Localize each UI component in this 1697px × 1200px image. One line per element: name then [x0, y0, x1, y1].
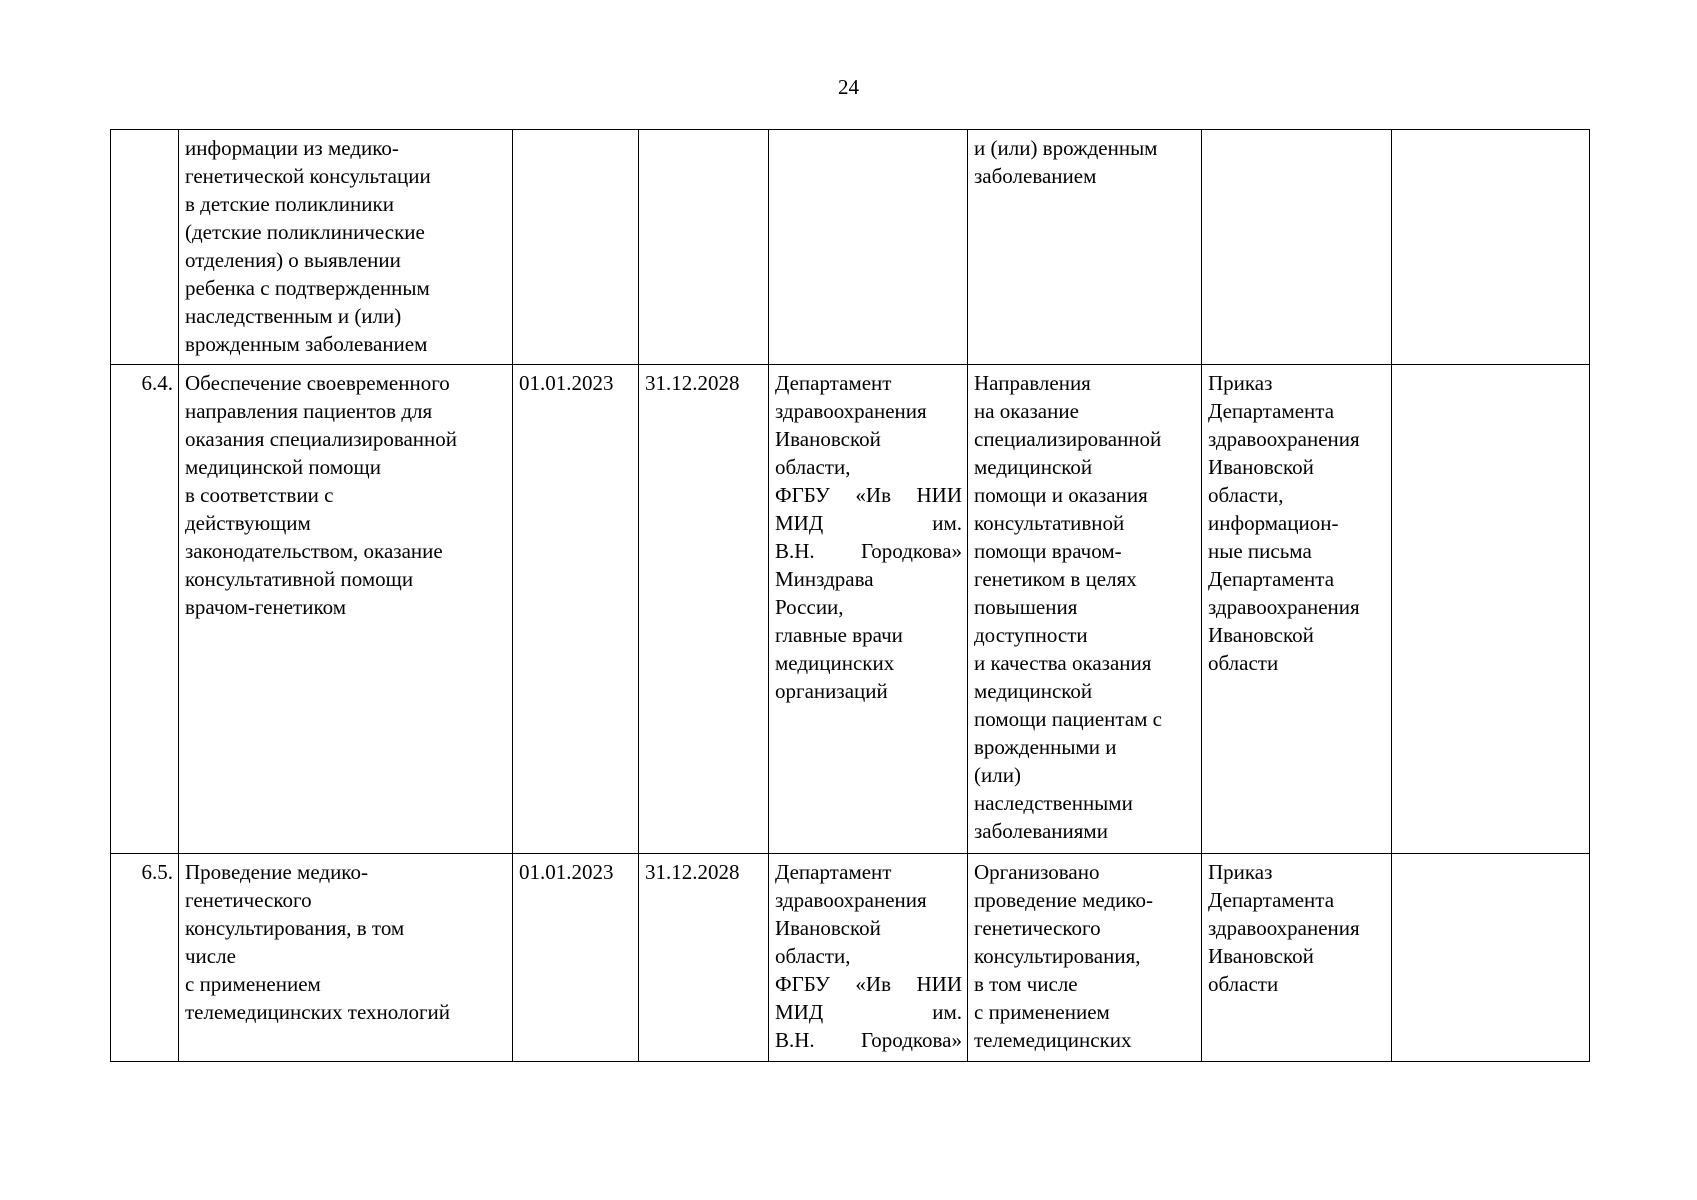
cell-line: наследственными — [974, 791, 1133, 815]
cell-line: направления пациентов для — [185, 399, 433, 423]
table-body — [111, 130, 1590, 1062]
cell-line: здравоохранения — [1208, 595, 1360, 619]
cell-line: генетического — [974, 916, 1101, 940]
cell-line: Ивановской — [1208, 623, 1314, 647]
measures-table — [110, 129, 1590, 1062]
cell-line: Проведение медико- — [185, 860, 368, 884]
cell-start-date: 01.01.2023 — [513, 854, 639, 1062]
cell-line: действующим — [185, 511, 311, 535]
cell-line: доступности — [974, 623, 1088, 647]
cell-line: здравоохранения — [775, 888, 927, 912]
cell-responsible — [769, 854, 968, 1062]
cell-line: числе — [185, 944, 236, 968]
cell-line: медицинских — [775, 651, 895, 675]
cell-line: законодательством, оказание — [185, 539, 443, 563]
cell-line: телемедицинских технологий — [185, 1000, 451, 1024]
cell-line: здравоохранения — [1208, 916, 1360, 940]
cell-line — [775, 481, 962, 509]
cell-line — [775, 509, 962, 537]
cell-line: помощи врачом- — [974, 539, 1122, 563]
cell-line: области, — [775, 455, 851, 479]
cell-end-date — [639, 130, 769, 365]
cell-line: заболеваниями — [974, 819, 1108, 843]
cell-line: врожденным заболеванием — [185, 332, 428, 356]
cell-word: МИД — [775, 1000, 824, 1024]
cell-action — [179, 130, 513, 365]
cell-line: Организовано — [974, 860, 1100, 884]
cell-start-date: 01.01.2023 — [513, 365, 639, 854]
cell-line — [775, 1026, 962, 1054]
cell-line: области, — [1208, 483, 1284, 507]
cell-line: консультирования, в том — [185, 916, 405, 940]
cell-action — [179, 854, 513, 1062]
cell-line: Департамент — [775, 371, 892, 395]
cell-line: и (или) врожденным — [974, 136, 1158, 160]
table-row — [111, 854, 1590, 1062]
cell-line: Направления — [974, 371, 1091, 395]
cell-line: медицинской — [974, 679, 1093, 703]
cell-word: «Ив — [855, 483, 891, 507]
cell-line: области, — [775, 944, 851, 968]
cell-word: НИИ — [916, 483, 962, 507]
cell-line: области — [1208, 651, 1279, 675]
cell-word: им. — [932, 1000, 962, 1024]
cell-line — [775, 998, 962, 1026]
cell-document — [1202, 365, 1392, 854]
cell-word: В.Н. — [775, 1028, 815, 1052]
cell-line: (детские поликлинические — [185, 220, 425, 244]
cell-responsible — [769, 130, 968, 365]
cell-document — [1202, 130, 1392, 365]
cell-number: 6.5. — [111, 854, 179, 1062]
cell-number: 6.4. — [111, 365, 179, 854]
cell-line: информации из медико- — [185, 136, 399, 160]
cell-line: Минздрава — [775, 567, 874, 591]
cell-line: и качества оказания — [974, 651, 1152, 675]
cell-line: с применением — [185, 972, 321, 996]
cell-word: ФГБУ — [775, 972, 830, 996]
page-number: 24 — [838, 75, 859, 99]
cell-line: врожденными и — [974, 735, 1117, 759]
cell-line: с применением — [974, 1000, 1110, 1024]
cell-line: наследственным и (или) — [185, 304, 402, 328]
cell-word: В.Н. — [775, 539, 815, 563]
cell-word: им. — [932, 511, 962, 535]
cell-line: (или) — [974, 763, 1021, 787]
cell-end-date: 31.12.2028 — [639, 854, 769, 1062]
cell-line: генетического — [185, 888, 312, 912]
cell-word: Городкова» — [861, 539, 962, 563]
cell-line: в детские поликлиники — [185, 192, 394, 216]
cell-line: Департамента — [1208, 888, 1335, 912]
cell-end-date: 31.12.2028 — [639, 365, 769, 854]
cell-line: в том числе — [974, 972, 1078, 996]
cell-line: генетической консультации — [185, 164, 431, 188]
cell-line: медицинской помощи — [185, 455, 381, 479]
cell-empty — [1392, 130, 1590, 365]
cell-result — [968, 365, 1202, 854]
cell-line: Ивановской — [775, 916, 881, 940]
cell-result — [968, 130, 1202, 365]
cell-line: заболеванием — [974, 164, 1097, 188]
cell-line: Приказ — [1208, 371, 1273, 395]
cell-line: организаций — [775, 679, 888, 703]
cell-line: помощи пациентам с — [974, 707, 1162, 731]
cell-word: МИД — [775, 511, 824, 535]
cell-result — [968, 854, 1202, 1062]
cell-word: «Ив — [855, 972, 891, 996]
cell-line: информацион- — [1208, 511, 1339, 535]
cell-line: врачом-генетиком — [185, 595, 346, 619]
cell-line: Ивановской — [775, 427, 881, 451]
cell-word: Городкова» — [861, 1028, 962, 1052]
cell-line: ребенка с подтвержденным — [185, 276, 430, 300]
cell-line: Департамента — [1208, 567, 1335, 591]
cell-line: консультирования, — [974, 944, 1141, 968]
cell-line: Ивановской — [1208, 455, 1314, 479]
cell-number — [111, 130, 179, 365]
cell-line: отделения) о выявлении — [185, 248, 401, 272]
cell-line — [775, 537, 962, 565]
cell-line: Приказ — [1208, 860, 1273, 884]
cell-empty — [1392, 365, 1590, 854]
cell-line: специализированной — [974, 427, 1162, 451]
cell-line: в соответствии с — [185, 483, 334, 507]
cell-line: Департамента — [1208, 399, 1335, 423]
cell-line: Департамент — [775, 860, 892, 884]
cell-line: помощи и оказания — [974, 483, 1148, 507]
cell-line: проведение медико- — [974, 888, 1154, 912]
cell-line: консультативной помощи — [185, 567, 414, 591]
cell-line: России, — [775, 595, 844, 619]
cell-line: консультативной — [974, 511, 1125, 535]
cell-word: НИИ — [916, 972, 962, 996]
cell-line: на оказание — [974, 399, 1079, 423]
cell-line: генетиком в целях — [974, 567, 1137, 591]
cell-line: главные врачи — [775, 623, 903, 647]
cell-start-date — [513, 130, 639, 365]
cell-line: ные письма — [1208, 539, 1312, 563]
cell-document — [1202, 854, 1392, 1062]
cell-line: здравоохранения — [775, 399, 927, 423]
cell-line: Ивановской — [1208, 944, 1314, 968]
cell-line: медицинской — [974, 455, 1093, 479]
table-row — [111, 130, 1590, 365]
cell-line: области — [1208, 972, 1279, 996]
cell-action — [179, 365, 513, 854]
cell-word: ФГБУ — [775, 483, 830, 507]
cell-line: телемедицинских — [974, 1028, 1132, 1052]
cell-line: повышения — [974, 595, 1078, 619]
cell-line — [775, 970, 962, 998]
cell-line: Обеспечение своевременного — [185, 371, 450, 395]
cell-responsible — [769, 365, 968, 854]
cell-line: оказания специализированной — [185, 427, 457, 451]
table-row — [111, 365, 1590, 854]
cell-empty — [1392, 854, 1590, 1062]
cell-line: здравоохранения — [1208, 427, 1360, 451]
